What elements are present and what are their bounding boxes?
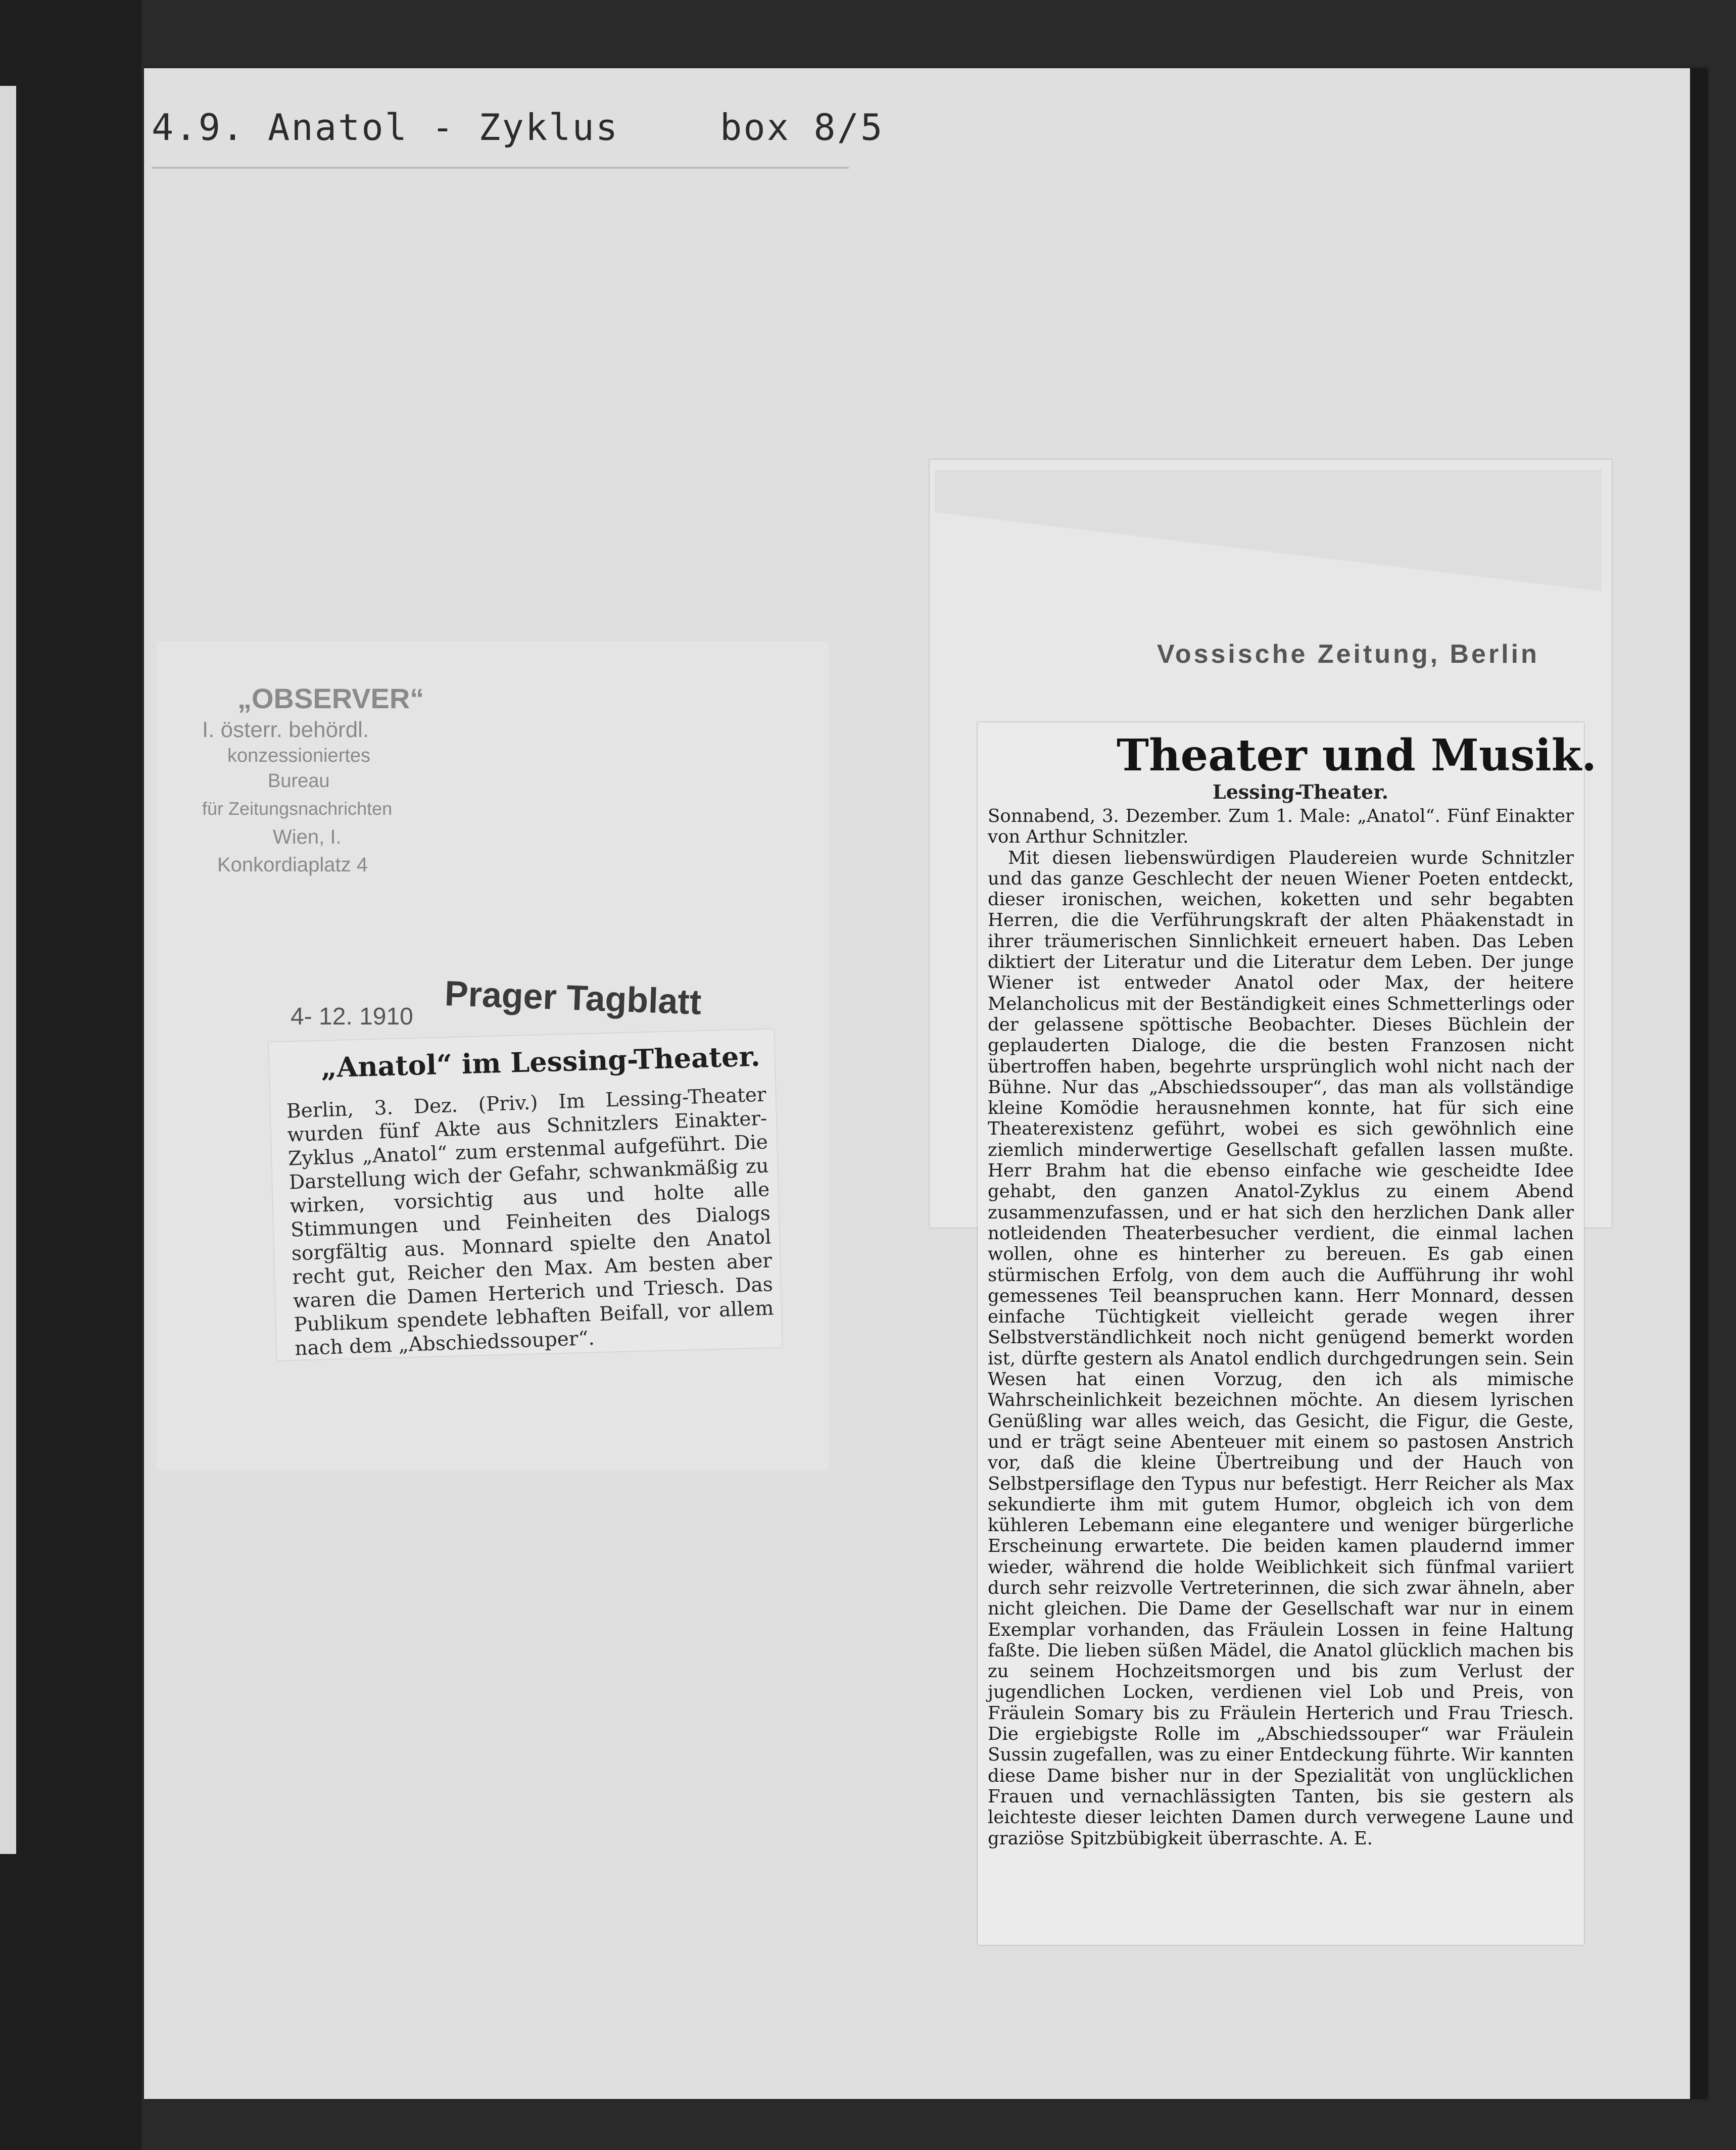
article-paragraph: Mit diesen liebenswürdigen Plaudereien wurde Schnitzler und das ganze Geschlecht der neuen Wiener Poeten entdeckt, dieser ironischen, weichen, koketten und sehr begabten Herren, die die Verführungskraft der alten Phäakenstadt in ihrer träumerischen Sinnlichkeit erneuert haben. Das Leben diktiert der Literatur und die Literatur dem Leben. Der junge Wiener ist entweder Anatol oder Max, der heitere Melancholicus mit der Beständigkeit eines Schmetterlings oder der gelassene spöttische Beobachter. Dieses Büchlein der geplauderten Dialoge, die die besten Franzosen nicht übertroffen haben, begehrte ursprünglich wohl nicht nach der Bühne. Nur das „Abschiedssouper“, das man als vollständige kleine Komödie herausnehmen konnte, hat für sich eine Theaterexistenz geführt, wobei es sich gewöhnlich eine ziemlich minderwertige Gesellschaft gefallen lassen mußte. Herr Brahm hat die ebenso einfache wie gescheidte Idee gehabt, den ganzen Anatol-Zyklus zu einem Abend zusammenzufassen, und er hat sich den herzlichen Dank aller notleidenden Theaterbesucher verdient, die einmal lachen wollen, ohne es hinterher zu bereuen. Es gab einen stürmischen Erfolg, von dem auch die Aufführung ihr wohl gemessenes Teil beanspruchen kann. Herr Monnard, dessen einfache Tüchtigkeit vielleicht gerade wegen ihrer Selbstverständlichkeit noch nicht genügend bemerkt worden ist, dürfte gestern als Anatol endlich durchgedrungen sein. Sein Wesen hat einen Vorzug, den ich als mimische Wahrscheinlichkeit bezeichnen möchte. An diesem lyrischen Genüßling war alles weich, das Gesicht, die Figur, die Geste, und er trägt seine Abenteuer mit einem so pastosen Anstrich vor, daß die kleine Übertreibung und der Hauch von Selbstpersiflage den Typus nur befestigt. Herr Reicher als Max sekundierte ihm mit gutem Humor, obgleich ich von dem kühleren Lebemann eine elegantere und weniger bürgerliche Erscheinung erwartete. Die beiden kamen plaudernd immer wieder, während die holde Weiblichkeit sich fünfmal variiert durch sehr reizvolle Vertreterinnen, die sich zwar ähneln, aber nicht gleichen. Die Dame der Gesellschaft war nur in einem Exemplar vorhanden, das Fräulein Lossen in feine Haltung faßte. Die lieben süßen Mädel, die Anatol glücklich machen bis zu seinem Hochzeitsmorgen und bis zum Verlust der jugendlichen Locken, verdienen viel Lob und Preis, von Fräulein Somary bis zu Fräulein Herterich und Frau Triesch. Die ergiebigste Rolle im „Abschiedssouper“ war Fräulein Sussin zugefallen, was zu einer Entdeckung führte. Wir kannten diese Dame bisher nur in der Spezialität von unglücklichen Frauen und vernachlässigten Tanten, bis sie gestern als leichteste dieser leichten Damen durch verwegene Laune und graziöse Spitzbübigkeit überraschte. A. E. — [988, 847, 1574, 1849]
header-rule — [152, 167, 849, 169]
observer-stamp — [197, 682, 460, 904]
header-box: box 8/5 — [720, 106, 884, 149]
stamp-line: für Zeitungsnachrichten — [202, 798, 393, 819]
film-border-right — [1690, 68, 1708, 2099]
left-clipping-headline: „Anatol“ im Lessing-Theater. — [320, 1040, 761, 1084]
right-clipping-venue: Lessing-Theater. — [1213, 780, 1388, 803]
adjacent-frame-edge — [0, 86, 16, 1854]
article-paragraph: Sonnabend, 3. Dezember. Zum 1. Male: „Anatol“. Fünf Einakter von Arthur Schnitzler. — [988, 806, 1574, 848]
header-title: Anatol - Zyklus — [268, 106, 619, 149]
right-clipping-section-title: Theater und Musik. — [1117, 730, 1597, 781]
stamp-line: I. österr. behördl. — [202, 717, 369, 742]
newspaper-name-stamp: Vossische Zeitung, Berlin — [1157, 640, 1539, 669]
archive-header — [152, 106, 909, 157]
header-section: 4.9. — [152, 106, 246, 149]
newspaper-name-stamp: Prager Tagblatt — [444, 973, 702, 1022]
stamp-line: Wien, I. — [273, 826, 342, 848]
stamp-line: „OBSERVER“ — [237, 682, 424, 714]
left-clipping-body: Berlin, 3. Dez. (Priv.) Im Lessing-Theater wurden fünf Akte aus Schnitzlers Einakter-Zyklus „Anatol“ zum erstenmal aufgeführt. Die Darstellung wich der Gefahr, schwankmäßig zu wirken, vorsichtig aus und holte alle Stimmungen und Feinheiten des Dialogs sorgfältig aus. Monnard spielte den Anatol recht gut, Reicher den Max. Am besten aber waren die Damen Herterich und Triesch. Das Publikum spendete lebhaften Beifall, vor allem nach dem „Abschiedssouper“. — [286, 1083, 775, 1360]
stamp-line: Konkordiaplatz 4 — [217, 854, 368, 876]
clipping-date-stamp: 4- 12. 1910 — [291, 1003, 413, 1030]
right-clipping-body — [988, 806, 1574, 1849]
film-border-left — [0, 0, 141, 2150]
stamp-line: Bureau — [268, 770, 330, 792]
stamp-line: konzessioniertes — [227, 745, 371, 766]
